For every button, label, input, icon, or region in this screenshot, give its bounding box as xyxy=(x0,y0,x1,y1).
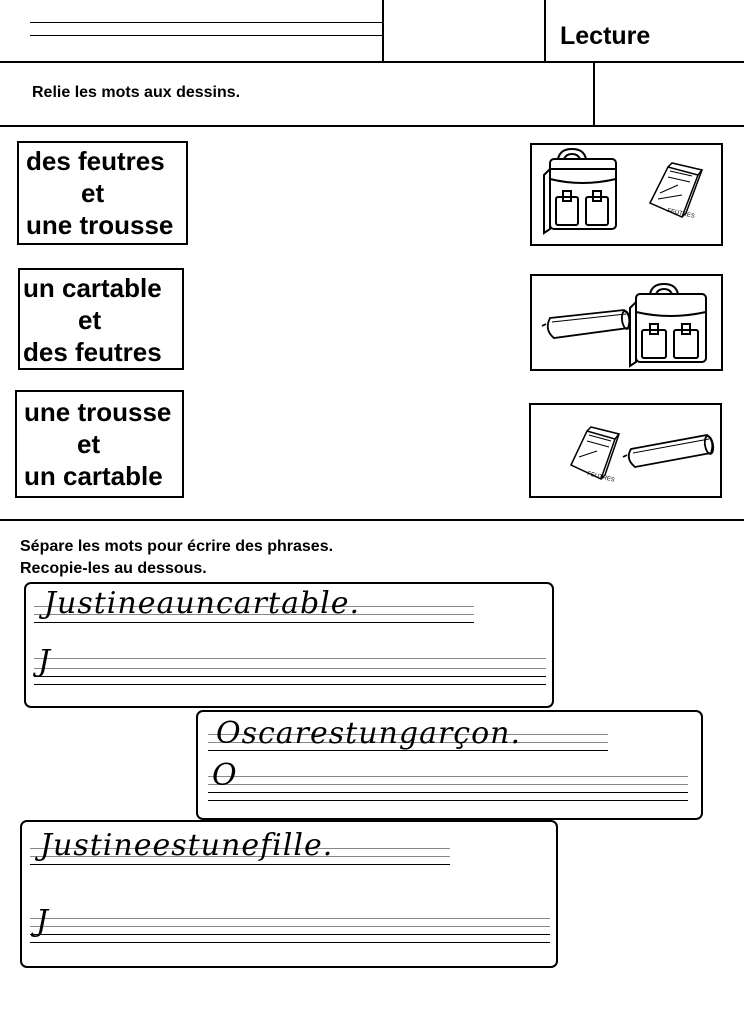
page-title: Lecture xyxy=(560,22,651,50)
sentence-card-1 xyxy=(24,582,554,708)
picture-box-2[interactable] xyxy=(530,274,723,371)
sentence-card-3 xyxy=(20,820,558,968)
word-line: et xyxy=(78,305,102,335)
instruction-divider xyxy=(593,62,595,126)
instructions-copy xyxy=(20,536,333,580)
word-line: une trousse xyxy=(24,397,172,427)
word-line: un cartable xyxy=(23,273,162,303)
sentence-card-2 xyxy=(196,710,703,820)
header-divider-left xyxy=(382,0,384,62)
word-line: et xyxy=(77,429,101,459)
model-sentence: Oscarestungarçon. xyxy=(216,716,522,751)
writing-line[interactable] xyxy=(34,684,546,685)
writing-line[interactable] xyxy=(30,942,550,943)
instruction-separate: Sépare les mots pour écrire des phrases. xyxy=(20,538,334,555)
model-sentence: Justineauncartable. xyxy=(44,586,361,621)
pencil-case-icon xyxy=(542,310,631,338)
picture-box-3[interactable] xyxy=(529,403,722,498)
word-box-2[interactable] xyxy=(18,268,184,370)
word-line: des feutres xyxy=(26,146,165,176)
felt-pens-label: FEUTRES xyxy=(666,208,696,220)
copy-initial: O xyxy=(212,758,237,793)
model-sentence: Justineestunefille. xyxy=(40,828,334,863)
word-line: des feutres xyxy=(23,337,162,367)
pencil-case-icon xyxy=(623,435,715,467)
word-line: un cartable xyxy=(24,461,163,491)
header-divider-right xyxy=(544,0,546,62)
word-box-1[interactable] xyxy=(17,141,188,245)
felt-pens-icon xyxy=(571,427,619,479)
word-line: une trousse xyxy=(26,210,174,240)
felt-pens-label: FEUTRES xyxy=(586,471,616,484)
word-line: et xyxy=(81,178,105,208)
writing-line[interactable] xyxy=(208,800,688,801)
picture-box-1[interactable] xyxy=(530,143,723,246)
header-bottom-rule xyxy=(0,61,744,63)
instruction-bottom-rule xyxy=(0,125,744,127)
copy-initial: J xyxy=(38,644,51,679)
instruction-match: Relie les mots aux dessins. xyxy=(32,84,241,101)
instruction-recopy: Recopie-les au dessous. xyxy=(20,560,207,577)
schoolbag-icon xyxy=(630,284,706,366)
schoolbag-icon xyxy=(544,149,616,233)
copy-initial: J xyxy=(36,904,49,939)
section-divider xyxy=(0,519,744,521)
word-box-3[interactable] xyxy=(15,390,184,498)
